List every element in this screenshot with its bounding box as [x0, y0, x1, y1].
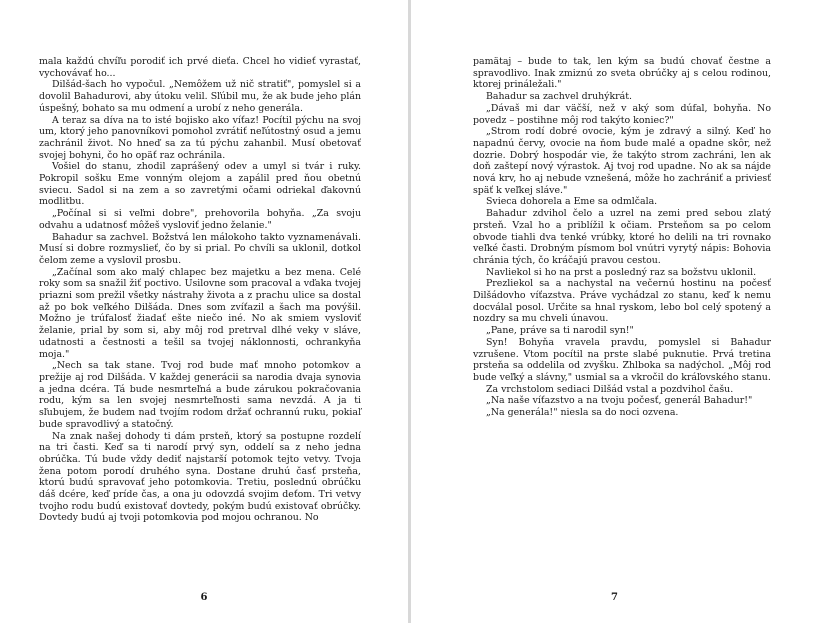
paragraph: A teraz sa díva na to isté bojisko ako víťaz! Pocítil pýchu na svoj um, ktorý jeho panovníkovi pomohol zvrátiť neľútostný osud a jemu zachránil život. No hneď sa za tú pýchu zahanbil. Musí obetovať svojej bohyni, čo ho opäť raz ochránila.	[39, 114, 361, 161]
paragraph: „Strom rodí dobré ovocie, kým je zdravý a silný. Keď ho napadnú červy, ovocie na ňom bude malé a opadne skôr, než dozrie. Dobrý hospodár vie, že takýto strom zachráni, len ak doň zaštepí nový výrastok. Aj tvoj rod upadne. No ak sa nájde nová krv, ho aj nebude vznešená, môže ho zachrániť a priviesť späť k veľkej sláve."	[473, 126, 771, 196]
paragraph: Navliekol si ho na prst a posledný raz sa božstvu uklonil.	[486, 266, 757, 278]
paragraph: „Nech sa tak stane. Tvoj rod bude mať mnoho potomkov a prežije aj rod Dilšáda. V každej generácii sa narodia dvaja synovia a jedna dcéra. Tá bude nesmrteľná a bude zárukou pokračovania rodu, kým sa len svojej nesmrteľnosti sama nevzdá. A ja ti sľubujem, že budem nad tvojím rodom držať ochrannú ruku, pokiaľ bude spravodlivý a statočný.	[39, 360, 361, 430]
paragraph: „Pane, práve sa ti narodil syn!"	[486, 325, 634, 337]
paragraph: Bahadur sa zachvel. Božstvá len málokoho takto vyznamenávali. Musí si dobre rozmyslieť, čo by si prial. Po chvíli sa uklonil, dotkol čelom zeme a vyslovil prosbu.	[39, 231, 361, 266]
paragraph: Prezliekol sa a nachystal na večernú hostinu na počesť Dilšádovho víťazstva. Práve vychádzal zo stanu, keď k nemu docválal posol. Určite sa hnal ryskom, lebo bol celý spotený a nozdry sa mu chveli únavou.	[473, 278, 771, 325]
right-page-text	[473, 56, 771, 419]
left-page-text	[39, 56, 361, 524]
paragraph: Za vrchstolom sediaci Dilšád vstal a pozdvihol čašu.	[486, 383, 734, 395]
page-number: 7	[611, 592, 618, 603]
paragraph: pamätaj – bude to tak, len kým sa budú chovať čestne a spravodlivo. Inak zmiznú zo sveta obrúčky aj s celou rodinou, ktorej prináležali."	[473, 56, 771, 91]
paragraph: mala každú chvíľu porodiť ich prvé dieťa. Chcel ho vidieť vyrastať, vychovávať ho...	[39, 56, 361, 79]
paragraph: Na znak našej dohody ti dám prsteň, ktorý sa postupne rozdelí na tri časti. Keď sa ti narodí prvý syn, oddelí sa z neho jedna obrúčka. Tú bude vždy dediť najstarší potomok tejto vetvy. Tvoja žena potom porodí druhého syna. Dostane druhú časť prsteňa, ktorú budú spravovať jeho potomkovia. Tretiu, poslednú obrúčku dáš dcére, keď príde čas, a ona ju odovzdá svojim deťom. Tri vetvy tvojho rodu budú existovať dovtedy, pokým budú existovať obrúčky. Dovtedy budú aj tvoji potomkovia pod mojou ochranou. No	[39, 430, 361, 524]
paragraph: Bahadur zdvihol čelo a uzrel na zemi pred sebou zlatý prsteň. Vzal ho a priblížil k očiam. Prsteňom sa po celom obvode tiahli dva tenké vrúbky, ktoré ho delili na tri rovnako veľké časti. Drobným písmom bol vnútri vyrytý nápis: Bohovia chránia tých, čo kráčajú pravou cestou.	[473, 208, 771, 266]
paragraph: Svieca dohorela a Eme sa odmlčala.	[486, 196, 658, 208]
paragraph: Bahadur sa zachvel druhýkrát.	[486, 91, 632, 103]
paragraph: „Začínal som ako malý chlapec bez majetku a bez mena. Celé roky som sa snažil žiť poctivo. Usilovne som pracoval a vďaka tvojej priazni som prežil všetky nástrahy života a z prachu ulice sa dostal až po bok veľkého Dilšáda. Dnes som zvíťazil a šach ma povýšil. Možno je trúfalosť žiadať ešte niečo iné. No ak smiem vysloviť želanie, prial by som si, aby môj rod pretrval dlhé veky v sláve, udatnosti a čestnosti a tešil sa tvojej náklonnosti, ochrankyňa moja."	[39, 266, 361, 360]
page-number: 6	[200, 592, 208, 603]
paragraph: „Dávaš mi dar väčší, než v aký som dúfal, bohyňa. No povedz – postihne môj rod takýto koniec?"	[473, 102, 771, 126]
paragraph: „Na naše víťazstvo a na tvoju počesť, generál Bahadur!"	[486, 395, 753, 407]
paragraph: „Na generála!" niesla sa do noci ozvena.	[486, 407, 679, 419]
right-page	[411, 0, 818, 623]
paragraph: Vošiel do stanu, zhodil zaprášený odev a umyl si tvár i ruky. Pokropil sošku Eme vonným olejom a zapálil pred ňou obetnú sviecu. Sadol si na zem a so zavretými očami odriekal ďakovnú modlitbu.	[39, 161, 361, 208]
paragraph: Syn! Bohyňa vravela pravdu, pomyslel si Bahadur vzrušene. Vtom pocítil na prste slabé puknutie. Prvá tretina prsteňa sa oddelila od zvyšku. Zhlboka sa nadýchol. „Môj rod bude veľký a slávny," usmial sa a vkročil do kráľovského stanu.	[473, 336, 771, 383]
paragraph: Dilšád-šach ho vypočul. „Nemôžem už nič stratiť", pomyslel si a dovolil Bahadurovi, aby útoku velil. Sľúbil mu, že ak bude jeho plán úspešný, bohato sa mu odmení a urobí z neho generála.	[39, 79, 361, 114]
left-page	[0, 0, 408, 623]
paragraph: „Počínal si si veľmi dobre", prehovorila bohyňa. „Za svoju odvahu a udatnosť môžeš vysloviť jedno želanie."	[39, 208, 361, 231]
